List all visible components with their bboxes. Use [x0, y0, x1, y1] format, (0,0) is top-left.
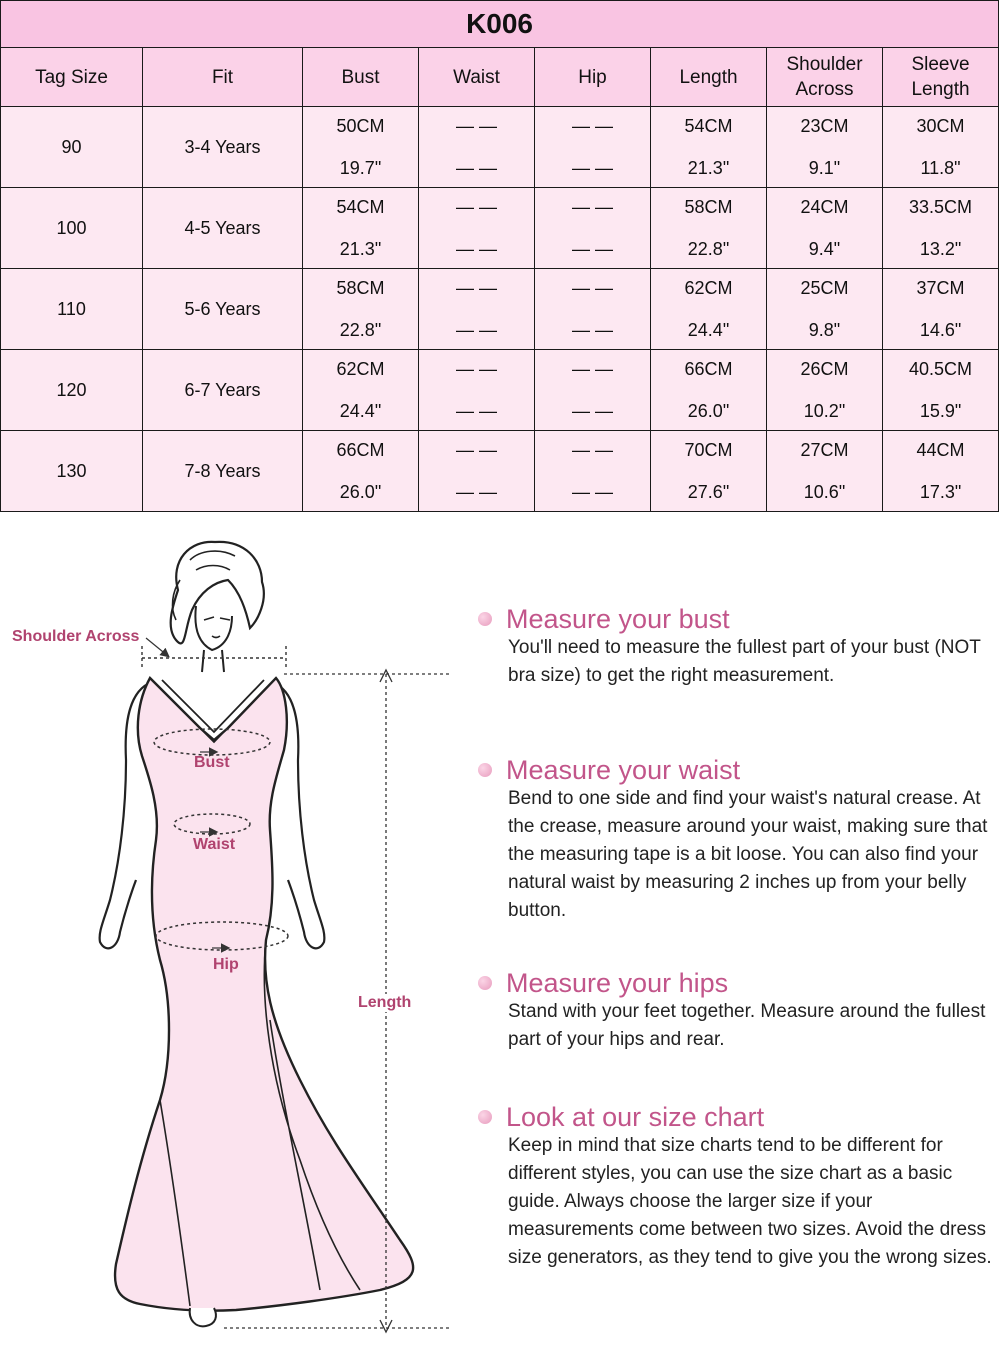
cell-length: 62CM 24.4" [651, 269, 767, 350]
tip-body: Stand with your feet together. Measure around the fullest part of your hips and rear. [508, 1001, 986, 1050]
label-hip: Hip [213, 956, 239, 973]
cell-hip: — — — — [535, 431, 651, 512]
cell-bust: 50CM 19.7" [303, 107, 419, 188]
cell-tag-size: 120 [1, 350, 143, 431]
tip-title: Measure your waist [506, 755, 741, 785]
tip-size-chart [478, 1102, 998, 1272]
cell-tag-size: 100 [1, 188, 143, 269]
tip-title: Measure your hips [506, 968, 729, 998]
label-waist: Waist [193, 836, 236, 853]
cell-waist: — — — — [419, 107, 535, 188]
cell-sleeve-length: 44CM 17.3" [883, 431, 999, 512]
header-bust: Bust [303, 48, 419, 107]
cell-waist: — — — — [419, 350, 535, 431]
cell-hip: — — — — [535, 269, 651, 350]
cell-shoulder-across: 23CM 9.1" [767, 107, 883, 188]
cell-waist: — — — — [419, 431, 535, 512]
label-bust: Bust [194, 754, 230, 771]
cell-sleeve-length: 30CM 11.8" [883, 107, 999, 188]
table-header-row [1, 48, 999, 107]
cell-tag-size: 130 [1, 431, 143, 512]
bullet-icon [478, 976, 492, 990]
header-length: Length [651, 48, 767, 107]
tip-body: Bend to one side and find your waist's natural crease. At the crease, measure around your waist, making sure that the measuring tape is a bit loose. You can also find your natural waist by measuring 2 inches up from your belly button. [508, 788, 988, 921]
bullet-icon [478, 612, 492, 626]
header-sleeve-length: Sleeve Length [883, 48, 999, 107]
cell-tag-size: 110 [1, 269, 143, 350]
bullet-icon [478, 763, 492, 777]
table-row [1, 431, 999, 512]
tip-body: Keep in mind that size charts tend to be different for different styles, you can use the size chart as a basic guide. Always choose the larger size if your measurements come between two sizes. Avoid the dress size generators, as they tend to give you the wrong sizes. [508, 1135, 992, 1268]
cell-sleeve-length: 40.5CM 15.9" [883, 350, 999, 431]
header-tag-size: Tag Size [1, 48, 143, 107]
header-fit: Fit [143, 48, 303, 107]
cell-shoulder-across: 27CM 10.6" [767, 431, 883, 512]
size-chart-table [0, 0, 999, 512]
dress-illustration [0, 520, 470, 1364]
tip-hips [478, 968, 998, 1054]
cell-hip: — — — — [535, 107, 651, 188]
cell-bust: 54CM 21.3" [303, 188, 419, 269]
cell-waist: — — — — [419, 188, 535, 269]
cell-length: 58CM 22.8" [651, 188, 767, 269]
cell-hip: — — — — [535, 188, 651, 269]
cell-hip: — — — — [535, 350, 651, 431]
cell-length: 54CM 21.3" [651, 107, 767, 188]
cell-sleeve-length: 37CM 14.6" [883, 269, 999, 350]
tip-title: Look at our size chart [506, 1102, 765, 1132]
tip-body: You'll need to measure the fullest part of your bust (NOT bra size) to get the right measurement. [508, 637, 981, 686]
tip-bust [478, 604, 998, 690]
cell-shoulder-across: 24CM 9.4" [767, 188, 883, 269]
cell-length: 70CM 27.6" [651, 431, 767, 512]
table-title: K006 [1, 1, 999, 48]
label-length: Length [358, 994, 412, 1011]
header-hip: Hip [535, 48, 651, 107]
table-row [1, 107, 999, 188]
measurement-figure [0, 520, 470, 1364]
cell-fit: 7-8 Years [143, 431, 303, 512]
cell-shoulder-across: 26CM 10.2" [767, 350, 883, 431]
bullet-icon [478, 1110, 492, 1124]
table-row [1, 350, 999, 431]
cell-bust: 62CM 24.4" [303, 350, 419, 431]
cell-waist: — — — — [419, 269, 535, 350]
table-row [1, 188, 999, 269]
tip-title: Measure your bust [506, 604, 730, 634]
cell-fit: 4-5 Years [143, 188, 303, 269]
cell-bust: 58CM 22.8" [303, 269, 419, 350]
cell-tag-size: 90 [1, 107, 143, 188]
cell-bust: 66CM 26.0" [303, 431, 419, 512]
face-shape [195, 606, 232, 650]
cell-fit: 3-4 Years [143, 107, 303, 188]
table-row [1, 269, 999, 350]
cell-shoulder-across: 25CM 9.8" [767, 269, 883, 350]
cell-sleeve-length: 33.5CM 13.2" [883, 188, 999, 269]
header-shoulder-across: Shoulder Across [767, 48, 883, 107]
tip-waist [478, 755, 998, 925]
header-waist: Waist [419, 48, 535, 107]
cell-fit: 5-6 Years [143, 269, 303, 350]
label-shoulder-across: Shoulder Across [12, 628, 140, 645]
cell-fit: 6-7 Years [143, 350, 303, 431]
cell-length: 66CM 26.0" [651, 350, 767, 431]
